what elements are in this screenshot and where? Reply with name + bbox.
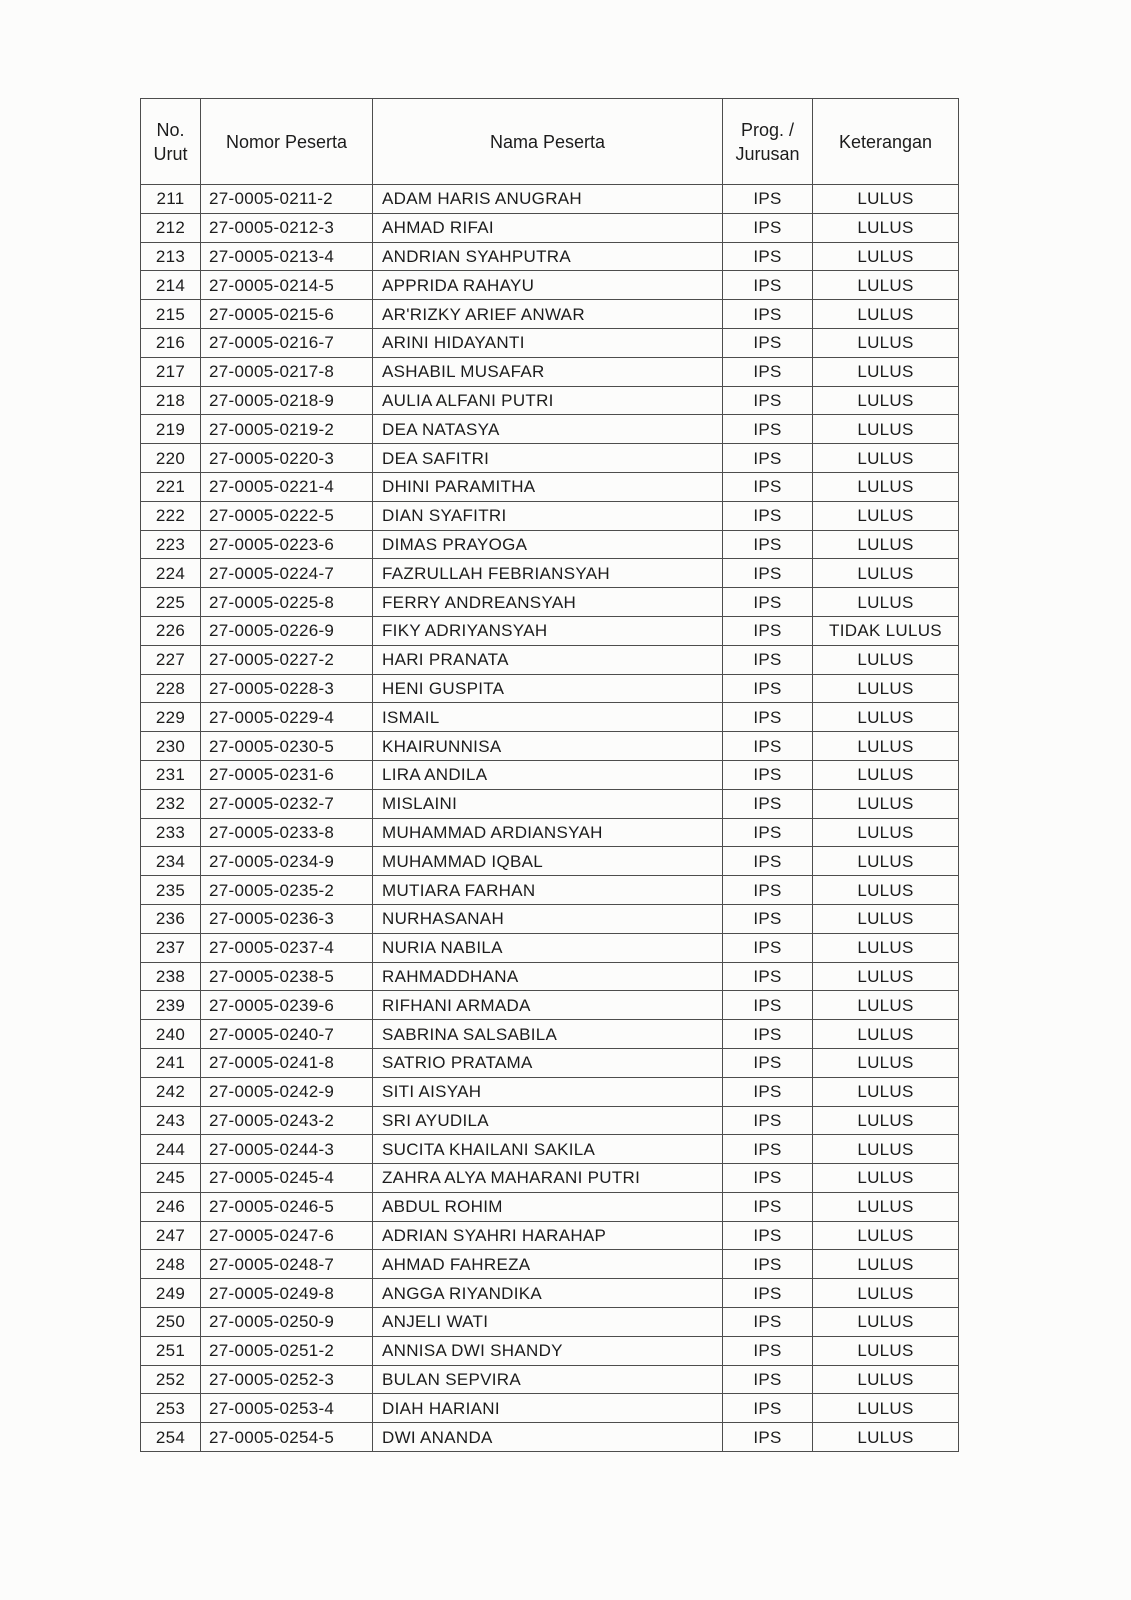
cell-keterangan: LULUS xyxy=(813,732,959,761)
cell-keterangan: LULUS xyxy=(813,703,959,732)
cell-prog-jurusan: IPS xyxy=(723,645,813,674)
cell-keterangan: LULUS xyxy=(813,1336,959,1365)
cell-keterangan: LULUS xyxy=(813,1164,959,1193)
table-row xyxy=(141,991,959,1020)
table-row xyxy=(141,271,959,300)
cell-keterangan: LULUS xyxy=(813,1106,959,1135)
cell-prog-jurusan: IPS xyxy=(723,1221,813,1250)
cell-keterangan: LULUS xyxy=(813,1250,959,1279)
cell-nama-peserta: RAHMADDHANA xyxy=(373,962,723,991)
cell-nama-peserta: HARI PRANATA xyxy=(373,645,723,674)
cell-prog-jurusan: IPS xyxy=(723,1164,813,1193)
cell-nama-peserta: NURHASANAH xyxy=(373,904,723,933)
cell-prog-jurusan: IPS xyxy=(723,1250,813,1279)
cell-nomor-peserta: 27-0005-0229-4 xyxy=(201,703,373,732)
cell-nama-peserta: ARINI HIDAYANTI xyxy=(373,328,723,357)
cell-keterangan: LULUS xyxy=(813,1048,959,1077)
cell-keterangan: LULUS xyxy=(813,271,959,300)
cell-prog-jurusan: IPS xyxy=(723,1423,813,1452)
table-row xyxy=(141,1365,959,1394)
cell-prog-jurusan: IPS xyxy=(723,300,813,329)
cell-nama-peserta: ANGGA RIYANDIKA xyxy=(373,1279,723,1308)
cell-prog-jurusan: IPS xyxy=(723,1279,813,1308)
cell-nama-peserta: MUTIARA FARHAN xyxy=(373,876,723,905)
cell-prog-jurusan: IPS xyxy=(723,732,813,761)
cell-nomor-peserta: 27-0005-0214-5 xyxy=(201,271,373,300)
cell-no-urut: 249 xyxy=(141,1279,201,1308)
cell-no-urut: 238 xyxy=(141,962,201,991)
cell-no-urut: 232 xyxy=(141,789,201,818)
cell-no-urut: 214 xyxy=(141,271,201,300)
cell-nomor-peserta: 27-0005-0227-2 xyxy=(201,645,373,674)
cell-nomor-peserta: 27-0005-0231-6 xyxy=(201,760,373,789)
header-no-line2: Urut xyxy=(153,143,188,164)
cell-nomor-peserta: 27-0005-0237-4 xyxy=(201,933,373,962)
cell-keterangan: LULUS xyxy=(813,645,959,674)
cell-no-urut: 237 xyxy=(141,933,201,962)
cell-keterangan: LULUS xyxy=(813,876,959,905)
cell-nama-peserta: APPRIDA RAHAYU xyxy=(373,271,723,300)
cell-no-urut: 236 xyxy=(141,904,201,933)
table-row xyxy=(141,559,959,588)
cell-nomor-peserta: 27-0005-0236-3 xyxy=(201,904,373,933)
cell-nomor-peserta: 27-0005-0232-7 xyxy=(201,789,373,818)
cell-prog-jurusan: IPS xyxy=(723,588,813,617)
table-row xyxy=(141,847,959,876)
cell-nomor-peserta: 27-0005-0226-9 xyxy=(201,616,373,645)
cell-nama-peserta: AHMAD FAHREZA xyxy=(373,1250,723,1279)
cell-no-urut: 250 xyxy=(141,1308,201,1337)
cell-prog-jurusan: IPS xyxy=(723,904,813,933)
cell-prog-jurusan: IPS xyxy=(723,1020,813,1049)
cell-keterangan: LULUS xyxy=(813,1192,959,1221)
table-row xyxy=(141,1308,959,1337)
table-row xyxy=(141,732,959,761)
cell-prog-jurusan: IPS xyxy=(723,616,813,645)
cell-no-urut: 228 xyxy=(141,674,201,703)
table-row xyxy=(141,415,959,444)
cell-keterangan: LULUS xyxy=(813,588,959,617)
cell-keterangan: LULUS xyxy=(813,1020,959,1049)
header-no-urut xyxy=(141,99,201,185)
cell-no-urut: 226 xyxy=(141,616,201,645)
cell-nama-peserta: ADAM HARIS ANUGRAH xyxy=(373,185,723,214)
cell-nama-peserta: ABDUL ROHIM xyxy=(373,1192,723,1221)
table-row xyxy=(141,616,959,645)
table-row xyxy=(141,962,959,991)
cell-nomor-peserta: 27-0005-0216-7 xyxy=(201,328,373,357)
cell-nomor-peserta: 27-0005-0238-5 xyxy=(201,962,373,991)
cell-no-urut: 231 xyxy=(141,760,201,789)
cell-prog-jurusan: IPS xyxy=(723,444,813,473)
header-no-line1: No. xyxy=(156,119,185,140)
cell-keterangan: LULUS xyxy=(813,357,959,386)
cell-nama-peserta: ISMAIL xyxy=(373,703,723,732)
cell-nomor-peserta: 27-0005-0234-9 xyxy=(201,847,373,876)
cell-no-urut: 240 xyxy=(141,1020,201,1049)
cell-no-urut: 219 xyxy=(141,415,201,444)
cell-nomor-peserta: 27-0005-0250-9 xyxy=(201,1308,373,1337)
cell-nomor-peserta: 27-0005-0246-5 xyxy=(201,1192,373,1221)
cell-no-urut: 254 xyxy=(141,1423,201,1452)
cell-nomor-peserta: 27-0005-0215-6 xyxy=(201,300,373,329)
cell-prog-jurusan: IPS xyxy=(723,933,813,962)
cell-nomor-peserta: 27-0005-0245-4 xyxy=(201,1164,373,1193)
cell-no-urut: 220 xyxy=(141,444,201,473)
cell-nomor-peserta: 27-0005-0213-4 xyxy=(201,242,373,271)
table-row xyxy=(141,645,959,674)
cell-nomor-peserta: 27-0005-0242-9 xyxy=(201,1077,373,1106)
cell-prog-jurusan: IPS xyxy=(723,1394,813,1423)
cell-nama-peserta: SUCITA KHAILANI SAKILA xyxy=(373,1135,723,1164)
cell-no-urut: 234 xyxy=(141,847,201,876)
cell-prog-jurusan: IPS xyxy=(723,1048,813,1077)
table-row xyxy=(141,1423,959,1452)
cell-keterangan: LULUS xyxy=(813,1279,959,1308)
cell-no-urut: 239 xyxy=(141,991,201,1020)
cell-keterangan: LULUS xyxy=(813,1077,959,1106)
cell-prog-jurusan: IPS xyxy=(723,501,813,530)
cell-no-urut: 243 xyxy=(141,1106,201,1135)
cell-no-urut: 217 xyxy=(141,357,201,386)
cell-nama-peserta: SITI AISYAH xyxy=(373,1077,723,1106)
cell-keterangan: LULUS xyxy=(813,1221,959,1250)
cell-nama-peserta: FIKY ADRIYANSYAH xyxy=(373,616,723,645)
cell-no-urut: 241 xyxy=(141,1048,201,1077)
cell-keterangan: LULUS xyxy=(813,1423,959,1452)
header-prog-line2: Jurusan xyxy=(735,143,800,164)
cell-keterangan: LULUS xyxy=(813,213,959,242)
cell-nama-peserta: AHMAD RIFAI xyxy=(373,213,723,242)
cell-no-urut: 211 xyxy=(141,185,201,214)
cell-keterangan: LULUS xyxy=(813,1308,959,1337)
cell-no-urut: 245 xyxy=(141,1164,201,1193)
table-row xyxy=(141,185,959,214)
cell-nomor-peserta: 27-0005-0225-8 xyxy=(201,588,373,617)
cell-no-urut: 247 xyxy=(141,1221,201,1250)
cell-nomor-peserta: 27-0005-0224-7 xyxy=(201,559,373,588)
cell-keterangan: TIDAK LULUS xyxy=(813,616,959,645)
cell-keterangan: LULUS xyxy=(813,904,959,933)
cell-prog-jurusan: IPS xyxy=(723,386,813,415)
cell-nomor-peserta: 27-0005-0244-3 xyxy=(201,1135,373,1164)
cell-nama-peserta: SRI AYUDILA xyxy=(373,1106,723,1135)
cell-no-urut: 251 xyxy=(141,1336,201,1365)
cell-nomor-peserta: 27-0005-0212-3 xyxy=(201,213,373,242)
table-row xyxy=(141,242,959,271)
cell-keterangan: LULUS xyxy=(813,789,959,818)
table-row xyxy=(141,1250,959,1279)
table-row xyxy=(141,1221,959,1250)
cell-prog-jurusan: IPS xyxy=(723,328,813,357)
cell-prog-jurusan: IPS xyxy=(723,415,813,444)
cell-prog-jurusan: IPS xyxy=(723,703,813,732)
table-row xyxy=(141,1394,959,1423)
table-row xyxy=(141,1135,959,1164)
cell-keterangan: LULUS xyxy=(813,559,959,588)
cell-prog-jurusan: IPS xyxy=(723,185,813,214)
cell-prog-jurusan: IPS xyxy=(723,1106,813,1135)
cell-nama-peserta: ADRIAN SYAHRI HARAHAP xyxy=(373,1221,723,1250)
table-row xyxy=(141,674,959,703)
table-row xyxy=(141,472,959,501)
cell-prog-jurusan: IPS xyxy=(723,1336,813,1365)
cell-keterangan: LULUS xyxy=(813,818,959,847)
cell-keterangan: LULUS xyxy=(813,1365,959,1394)
table-row xyxy=(141,357,959,386)
cell-nama-peserta: DIAN SYAFITRI xyxy=(373,501,723,530)
table-row xyxy=(141,818,959,847)
cell-prog-jurusan: IPS xyxy=(723,818,813,847)
cell-no-urut: 246 xyxy=(141,1192,201,1221)
cell-nomor-peserta: 27-0005-0228-3 xyxy=(201,674,373,703)
header-prog-jurusan xyxy=(723,99,813,185)
cell-keterangan: LULUS xyxy=(813,242,959,271)
cell-nomor-peserta: 27-0005-0243-2 xyxy=(201,1106,373,1135)
cell-no-urut: 229 xyxy=(141,703,201,732)
cell-no-urut: 223 xyxy=(141,530,201,559)
cell-nomor-peserta: 27-0005-0240-7 xyxy=(201,1020,373,1049)
cell-keterangan: LULUS xyxy=(813,991,959,1020)
cell-prog-jurusan: IPS xyxy=(723,1365,813,1394)
cell-no-urut: 242 xyxy=(141,1077,201,1106)
table-row xyxy=(141,213,959,242)
table-row xyxy=(141,1106,959,1135)
cell-nama-peserta: SATRIO PRATAMA xyxy=(373,1048,723,1077)
cell-nama-peserta: ANJELI WATI xyxy=(373,1308,723,1337)
cell-nama-peserta: LIRA ANDILA xyxy=(373,760,723,789)
table-row xyxy=(141,1048,959,1077)
cell-no-urut: 230 xyxy=(141,732,201,761)
cell-keterangan: LULUS xyxy=(813,444,959,473)
cell-nama-peserta: AR'RIZKY ARIEF ANWAR xyxy=(373,300,723,329)
cell-no-urut: 224 xyxy=(141,559,201,588)
table-row xyxy=(141,933,959,962)
cell-nama-peserta: ZAHRA ALYA MAHARANI PUTRI xyxy=(373,1164,723,1193)
cell-nama-peserta: MUHAMMAD IQBAL xyxy=(373,847,723,876)
header-nomor-peserta: Nomor Peserta xyxy=(201,99,373,185)
cell-keterangan: LULUS xyxy=(813,386,959,415)
cell-nama-peserta: MISLAINI xyxy=(373,789,723,818)
cell-prog-jurusan: IPS xyxy=(723,962,813,991)
cell-prog-jurusan: IPS xyxy=(723,991,813,1020)
cell-keterangan: LULUS xyxy=(813,847,959,876)
cell-nomor-peserta: 27-0005-0254-5 xyxy=(201,1423,373,1452)
cell-no-urut: 222 xyxy=(141,501,201,530)
cell-prog-jurusan: IPS xyxy=(723,472,813,501)
cell-nama-peserta: AULIA ALFANI PUTRI xyxy=(373,386,723,415)
cell-nama-peserta: DWI ANANDA xyxy=(373,1423,723,1452)
table-row xyxy=(141,444,959,473)
cell-nama-peserta: ANNISA DWI SHANDY xyxy=(373,1336,723,1365)
participants-table xyxy=(140,98,959,1452)
cell-keterangan: LULUS xyxy=(813,472,959,501)
cell-prog-jurusan: IPS xyxy=(723,530,813,559)
cell-prog-jurusan: IPS xyxy=(723,1308,813,1337)
cell-nama-peserta: BULAN SEPVIRA xyxy=(373,1365,723,1394)
cell-nomor-peserta: 27-0005-0217-8 xyxy=(201,357,373,386)
cell-nomor-peserta: 27-0005-0252-3 xyxy=(201,1365,373,1394)
cell-nama-peserta: KHAIRUNNISA xyxy=(373,732,723,761)
table-header xyxy=(141,99,959,185)
cell-prog-jurusan: IPS xyxy=(723,559,813,588)
table-row xyxy=(141,386,959,415)
cell-prog-jurusan: IPS xyxy=(723,674,813,703)
table-row xyxy=(141,1336,959,1365)
cell-no-urut: 221 xyxy=(141,472,201,501)
table-body xyxy=(141,185,959,1452)
cell-keterangan: LULUS xyxy=(813,185,959,214)
cell-prog-jurusan: IPS xyxy=(723,1077,813,1106)
cell-prog-jurusan: IPS xyxy=(723,1135,813,1164)
cell-nama-peserta: DEA SAFITRI xyxy=(373,444,723,473)
cell-nomor-peserta: 27-0005-0248-7 xyxy=(201,1250,373,1279)
table-row xyxy=(141,530,959,559)
cell-nomor-peserta: 27-0005-0239-6 xyxy=(201,991,373,1020)
cell-no-urut: 225 xyxy=(141,588,201,617)
cell-prog-jurusan: IPS xyxy=(723,876,813,905)
cell-prog-jurusan: IPS xyxy=(723,357,813,386)
table-row xyxy=(141,501,959,530)
cell-nomor-peserta: 27-0005-0219-2 xyxy=(201,415,373,444)
cell-prog-jurusan: IPS xyxy=(723,760,813,789)
table-row xyxy=(141,1164,959,1193)
table-row xyxy=(141,1192,959,1221)
header-row xyxy=(141,99,959,185)
cell-keterangan: LULUS xyxy=(813,674,959,703)
table-row xyxy=(141,328,959,357)
cell-prog-jurusan: IPS xyxy=(723,1192,813,1221)
cell-nama-peserta: RIFHANI ARMADA xyxy=(373,991,723,1020)
cell-nomor-peserta: 27-0005-0241-8 xyxy=(201,1048,373,1077)
cell-no-urut: 253 xyxy=(141,1394,201,1423)
cell-nama-peserta: SABRINA SALSABILA xyxy=(373,1020,723,1049)
cell-nomor-peserta: 27-0005-0247-6 xyxy=(201,1221,373,1250)
cell-nama-peserta: DIMAS PRAYOGA xyxy=(373,530,723,559)
cell-nomor-peserta: 27-0005-0230-5 xyxy=(201,732,373,761)
cell-nomor-peserta: 27-0005-0251-2 xyxy=(201,1336,373,1365)
cell-keterangan: LULUS xyxy=(813,415,959,444)
table-row xyxy=(141,904,959,933)
cell-prog-jurusan: IPS xyxy=(723,789,813,818)
cell-keterangan: LULUS xyxy=(813,760,959,789)
table-row xyxy=(141,760,959,789)
cell-no-urut: 227 xyxy=(141,645,201,674)
cell-nomor-peserta: 27-0005-0222-5 xyxy=(201,501,373,530)
cell-nama-peserta: MUHAMMAD ARDIANSYAH xyxy=(373,818,723,847)
header-nama-peserta: Nama Peserta xyxy=(373,99,723,185)
cell-nama-peserta: ANDRIAN SYAHPUTRA xyxy=(373,242,723,271)
cell-keterangan: LULUS xyxy=(813,1135,959,1164)
cell-nomor-peserta: 27-0005-0249-8 xyxy=(201,1279,373,1308)
cell-nama-peserta: NURIA NABILA xyxy=(373,933,723,962)
cell-nomor-peserta: 27-0005-0218-9 xyxy=(201,386,373,415)
cell-no-urut: 216 xyxy=(141,328,201,357)
cell-no-urut: 235 xyxy=(141,876,201,905)
cell-no-urut: 215 xyxy=(141,300,201,329)
header-keterangan: Keterangan xyxy=(813,99,959,185)
cell-nama-peserta: FAZRULLAH FEBRIANSYAH xyxy=(373,559,723,588)
cell-nama-peserta: FERRY ANDREANSYAH xyxy=(373,588,723,617)
header-prog-line1: Prog. / xyxy=(740,119,795,140)
cell-prog-jurusan: IPS xyxy=(723,242,813,271)
cell-keterangan: LULUS xyxy=(813,1394,959,1423)
cell-nama-peserta: DEA NATASYA xyxy=(373,415,723,444)
cell-prog-jurusan: IPS xyxy=(723,847,813,876)
cell-no-urut: 233 xyxy=(141,818,201,847)
cell-no-urut: 252 xyxy=(141,1365,201,1394)
cell-nomor-peserta: 27-0005-0253-4 xyxy=(201,1394,373,1423)
table-row xyxy=(141,703,959,732)
cell-nama-peserta: HENI GUSPITA xyxy=(373,674,723,703)
cell-keterangan: LULUS xyxy=(813,962,959,991)
cell-prog-jurusan: IPS xyxy=(723,271,813,300)
cell-no-urut: 244 xyxy=(141,1135,201,1164)
table-row xyxy=(141,1020,959,1049)
cell-keterangan: LULUS xyxy=(813,328,959,357)
cell-no-urut: 213 xyxy=(141,242,201,271)
cell-prog-jurusan: IPS xyxy=(723,213,813,242)
table-row xyxy=(141,1077,959,1106)
cell-nomor-peserta: 27-0005-0220-3 xyxy=(201,444,373,473)
cell-nomor-peserta: 27-0005-0211-2 xyxy=(201,185,373,214)
cell-no-urut: 218 xyxy=(141,386,201,415)
cell-nomor-peserta: 27-0005-0223-6 xyxy=(201,530,373,559)
cell-keterangan: LULUS xyxy=(813,933,959,962)
table-row xyxy=(141,300,959,329)
cell-nama-peserta: DHINI PARAMITHA xyxy=(373,472,723,501)
cell-keterangan: LULUS xyxy=(813,501,959,530)
cell-nama-peserta: ASHABIL MUSAFAR xyxy=(373,357,723,386)
table-row xyxy=(141,588,959,617)
cell-nomor-peserta: 27-0005-0221-4 xyxy=(201,472,373,501)
cell-keterangan: LULUS xyxy=(813,530,959,559)
table-row xyxy=(141,1279,959,1308)
cell-nomor-peserta: 27-0005-0235-2 xyxy=(201,876,373,905)
cell-no-urut: 212 xyxy=(141,213,201,242)
cell-nama-peserta: DIAH HARIANI xyxy=(373,1394,723,1423)
cell-keterangan: LULUS xyxy=(813,300,959,329)
table-row xyxy=(141,876,959,905)
cell-nomor-peserta: 27-0005-0233-8 xyxy=(201,818,373,847)
table-row xyxy=(141,789,959,818)
cell-no-urut: 248 xyxy=(141,1250,201,1279)
